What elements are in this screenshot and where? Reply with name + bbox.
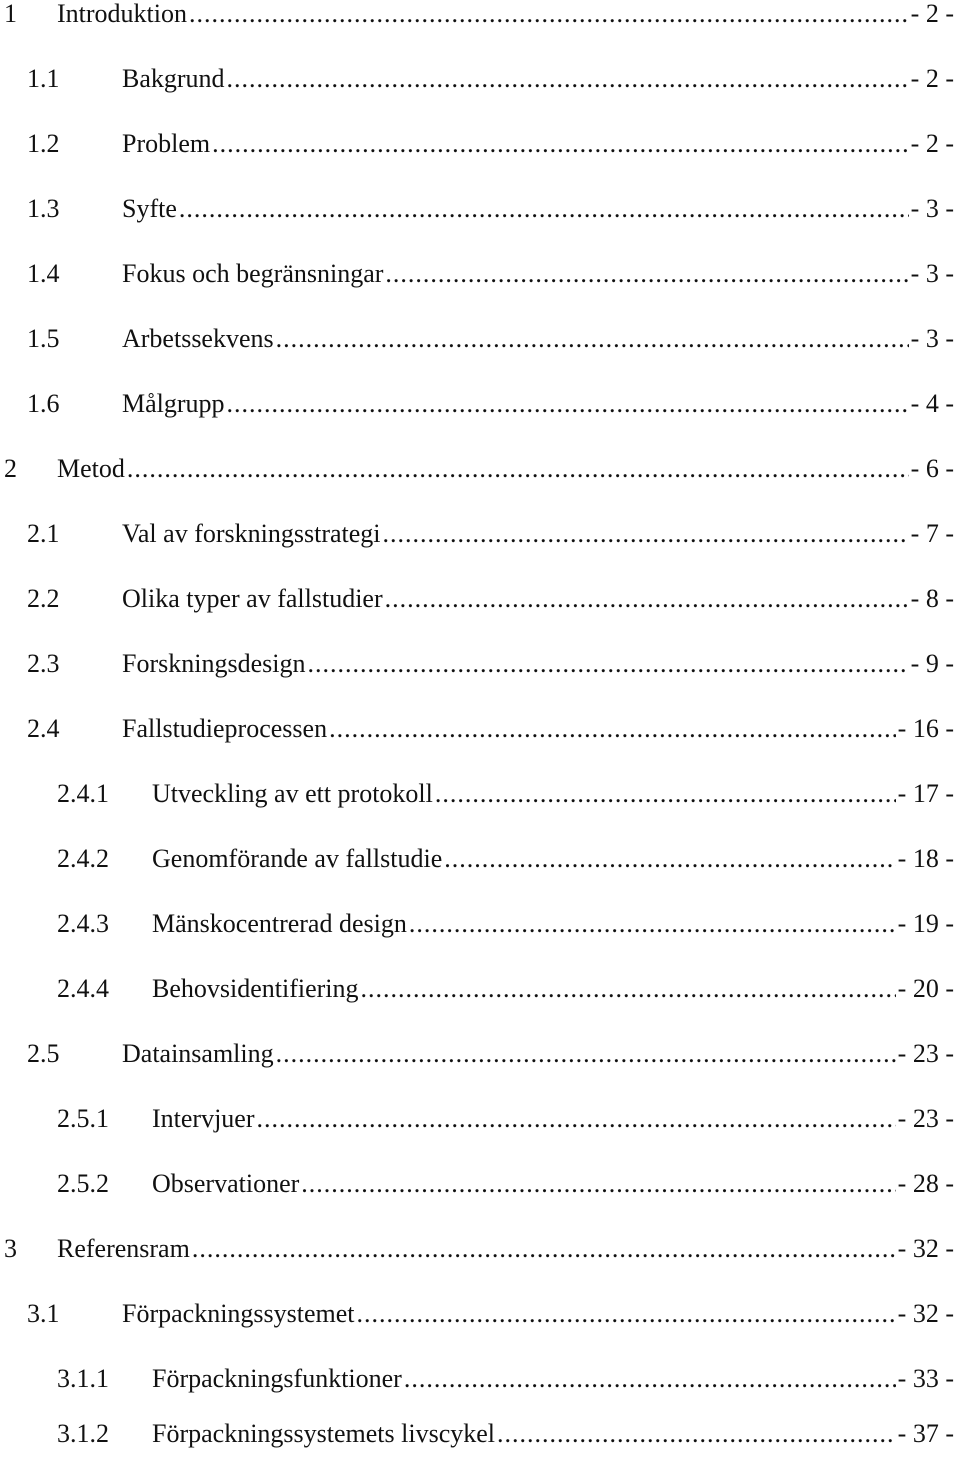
toc-entry-page: - 3 - <box>910 324 954 353</box>
toc-entry-page: - 28 - <box>897 1169 954 1198</box>
toc-entry[interactable] <box>0 969 960 1009</box>
toc-entry-number: 3 <box>4 1234 17 1263</box>
toc-entry-title: Utveckling av ett protokoll <box>152 779 433 808</box>
toc-entry-number: 2 <box>4 454 17 483</box>
toc-entry-title: Målgrupp <box>122 389 225 418</box>
toc-entry[interactable] <box>0 514 960 554</box>
toc-entry-title: Förpackningssystemets livscykel <box>152 1419 496 1448</box>
toc-entry-title: Forskningsdesign <box>122 649 306 678</box>
toc-entry-line <box>152 774 954 814</box>
toc-entry-line <box>57 1229 954 1269</box>
toc-entry-number: 2.3 <box>27 649 60 678</box>
toc-entry-title: Arbetssekvens <box>122 324 274 353</box>
toc-entry-page: - 7 - <box>910 519 954 548</box>
toc-entry-line <box>122 1294 954 1334</box>
toc-dot-leader <box>435 774 896 814</box>
toc-dot-leader <box>444 839 895 879</box>
toc-dot-leader <box>385 254 908 294</box>
toc-entry-number: 2.4.1 <box>57 779 109 808</box>
toc-entry-line <box>152 839 954 879</box>
toc-entry[interactable] <box>0 1229 960 1269</box>
toc-entry-page: - 33 - <box>897 1364 954 1393</box>
toc-entry-number: 2.4.3 <box>57 909 109 938</box>
toc-entry-page: - 9 - <box>910 649 954 678</box>
toc-entry-line <box>152 904 954 944</box>
toc-entry-line <box>122 319 954 359</box>
toc-dot-leader <box>192 1229 896 1269</box>
toc-entry[interactable] <box>0 384 960 424</box>
toc-entry-number: 2.5.2 <box>57 1169 109 1198</box>
toc-entry-number: 1.5 <box>27 324 60 353</box>
toc-entry-line <box>122 579 954 619</box>
toc-dot-leader <box>301 1164 895 1204</box>
toc-entry[interactable] <box>0 1164 960 1204</box>
toc-entry[interactable] <box>0 579 960 619</box>
toc-entry-title: Problem <box>122 129 211 158</box>
toc-dot-leader <box>257 1099 896 1139</box>
toc-entry[interactable] <box>0 644 960 684</box>
toc-entry-line <box>122 189 954 229</box>
toc-entry-page: - 16 - <box>897 714 954 743</box>
toc-entry[interactable] <box>0 1294 960 1334</box>
toc-dot-leader <box>361 969 896 1009</box>
toc-entry-line <box>152 1359 954 1399</box>
toc-dot-leader <box>227 384 909 424</box>
toc-entry-number: 2.4.2 <box>57 844 109 873</box>
toc-dot-leader <box>383 514 909 554</box>
toc-entry[interactable] <box>0 1034 960 1074</box>
toc-dot-leader <box>357 1294 896 1334</box>
toc-entry-line <box>152 1164 954 1204</box>
toc-entry-page: - 18 - <box>897 844 954 873</box>
toc-entry-page: - 2 - <box>910 129 954 158</box>
toc-dot-leader <box>307 644 908 684</box>
toc-entry[interactable] <box>0 904 960 944</box>
toc-entry-page: - 17 - <box>897 779 954 808</box>
toc-entry-page: - 8 - <box>910 584 954 613</box>
toc-entry[interactable] <box>0 709 960 749</box>
toc-entry-number: 2.5 <box>27 1039 60 1068</box>
toc-entry-line <box>57 0 954 34</box>
toc-entry-line <box>122 254 954 294</box>
toc-dot-leader <box>179 189 909 229</box>
toc-dot-leader <box>404 1359 896 1399</box>
toc-entry-title: Olika typer av fallstudier <box>122 584 383 613</box>
toc-entry-line <box>122 59 954 99</box>
toc-dot-leader <box>212 124 909 164</box>
toc-entry[interactable] <box>0 0 960 34</box>
toc-entry-page: - 2 - <box>910 64 954 93</box>
toc-entry-title: Observationer <box>152 1169 300 1198</box>
toc-entry-page: - 23 - <box>897 1104 954 1133</box>
toc-entry-title: Syfte <box>122 194 177 223</box>
toc-entry[interactable] <box>0 449 960 489</box>
toc-entry-line <box>152 969 954 1009</box>
toc-entry-line <box>122 514 954 554</box>
toc-entry[interactable] <box>0 774 960 814</box>
toc-entry-line <box>152 1414 954 1454</box>
toc-entry-page: - 3 - <box>910 194 954 223</box>
toc-entry-number: 1.6 <box>27 389 60 418</box>
toc-entry-page: - 37 - <box>897 1419 954 1448</box>
toc-entry[interactable] <box>0 1359 960 1399</box>
toc-entry-page: - 32 - <box>897 1299 954 1328</box>
toc-entry-title: Referensram <box>57 1234 190 1263</box>
toc-entry[interactable] <box>0 59 960 99</box>
toc-entry-line <box>122 644 954 684</box>
toc-entry[interactable] <box>0 124 960 164</box>
toc-entry-number: 2.4.4 <box>57 974 109 1003</box>
toc-entry[interactable] <box>0 319 960 359</box>
toc-dot-leader <box>385 579 909 619</box>
toc-entry-line <box>122 384 954 424</box>
toc-entry-title: Förpackningsfunktioner <box>152 1364 402 1393</box>
toc-entry[interactable] <box>0 254 960 294</box>
toc-entry-page: - 4 - <box>910 389 954 418</box>
toc-entry-number: 2.2 <box>27 584 60 613</box>
toc-entry-page: - 19 - <box>897 909 954 938</box>
toc-entry-title: Fallstudieprocessen <box>122 714 328 743</box>
toc-entry-number: 3.1.2 <box>57 1419 109 1448</box>
toc-entry-page: - 2 - <box>910 0 954 28</box>
toc-entry-title: Fokus och begränsningar <box>122 259 384 288</box>
toc-entry-number: 1 <box>4 0 17 28</box>
toc-entry-title: Metod <box>57 454 125 483</box>
toc-entry-title: Datainsamling <box>122 1039 274 1068</box>
toc-dot-leader <box>409 904 896 944</box>
toc-entry-title: Behovsidentifiering <box>152 974 359 1003</box>
toc-dot-leader <box>127 449 909 489</box>
toc-entry-title: Val av forskningsstrategi <box>122 519 381 548</box>
toc-dot-leader <box>276 319 909 359</box>
toc-entry-number: 3.1.1 <box>57 1364 109 1393</box>
toc-entry-page: - 6 - <box>910 454 954 483</box>
toc-entry-page: - 20 - <box>897 974 954 1003</box>
toc-entry[interactable] <box>0 839 960 879</box>
toc-entry-line <box>152 1099 954 1139</box>
toc-entry-number: 2.5.1 <box>57 1104 109 1133</box>
toc-entry[interactable] <box>0 189 960 229</box>
toc-entry-number: 2.4 <box>27 714 60 743</box>
toc-entry-title: Genomförande av fallstudie <box>152 844 443 873</box>
toc-entry-number: 1.3 <box>27 194 60 223</box>
toc-entry-line <box>122 1034 954 1074</box>
toc-entry-line <box>122 709 954 749</box>
toc-entry-title: Bakgrund <box>122 64 225 93</box>
toc-dot-leader <box>497 1414 896 1454</box>
toc-entry-title: Förpackningssystemet <box>122 1299 355 1328</box>
toc-dot-leader <box>189 0 909 34</box>
toc-entry-number: 1.2 <box>27 129 60 158</box>
toc-entry-number: 1.4 <box>27 259 60 288</box>
toc-entry-number: 1.1 <box>27 64 60 93</box>
toc-entry-number: 3.1 <box>27 1299 60 1328</box>
toc-entry-number: 2.1 <box>27 519 60 548</box>
toc-entry-line <box>122 124 954 164</box>
toc-dot-leader <box>276 1034 896 1074</box>
toc-dot-leader <box>227 59 909 99</box>
toc-entry-title: Mänskocentrerad design <box>152 909 407 938</box>
toc-entry-page: - 3 - <box>910 259 954 288</box>
toc-entry-title: Introduktion <box>57 0 187 28</box>
toc-entry-line <box>57 449 954 489</box>
toc-entry[interactable] <box>0 1099 960 1139</box>
toc-entry-page: - 32 - <box>897 1234 954 1263</box>
toc-entry[interactable] <box>0 1414 960 1454</box>
toc-dot-leader <box>329 709 896 749</box>
toc-entry-title: Intervjuer <box>152 1104 255 1133</box>
toc-entry-page: - 23 - <box>897 1039 954 1068</box>
